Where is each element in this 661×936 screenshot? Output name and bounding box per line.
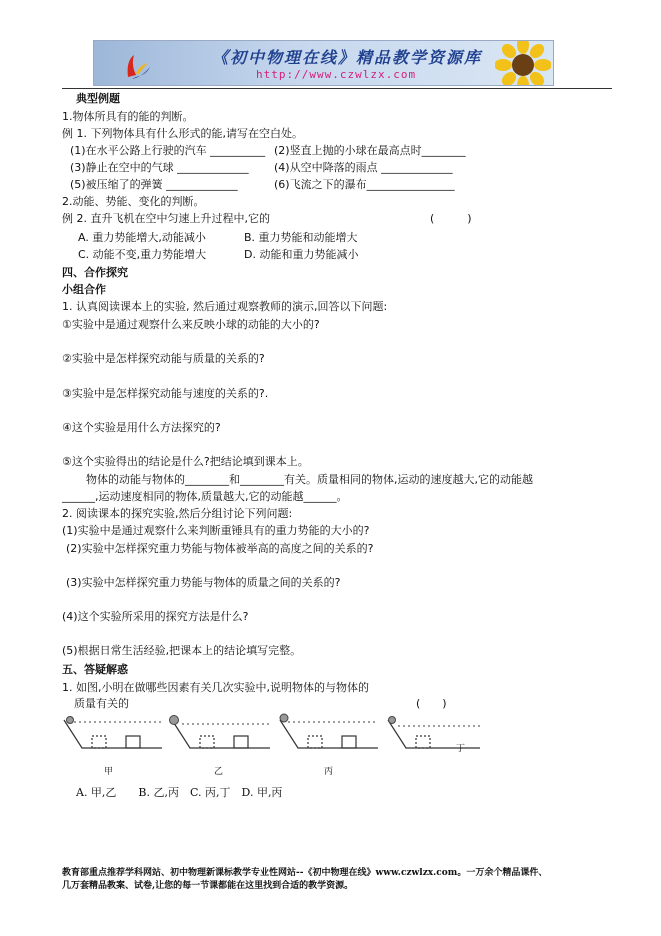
question-2-3: (3)实验中怎样探究重力势能与物体的质量之间的关系的? (66, 576, 341, 589)
experiment-figure (62, 712, 482, 782)
fill-in-line-1: 物体的动能与物体的________和________有关。质量相同的物体,运动的速度越大,它的动能越 (86, 473, 533, 486)
question-1-3: ③实验中是怎样探究动能与速度的关系的?. (62, 387, 269, 400)
example-1-item-5: (5)被压缩了的弹簧 _____________ (70, 178, 238, 191)
section-cooperative-inquiry: 四、合作探究 (62, 266, 128, 279)
figure-label-jia: 甲 (104, 767, 114, 777)
question-1: 1. 认真阅读课本上的实验, 然后通过观察教师的演示,回答以下问题: (62, 300, 388, 313)
example-1: 例 1. 下列物体具有什么形式的能,请写在空白处。 (62, 127, 303, 140)
question-2: 2. 阅读课本的探究实验,然后分组讨论下列问题: (62, 507, 293, 520)
subsection-group-work: 小组合作 (62, 283, 106, 296)
question-1-2: ②实验中是怎样探究动能与质量的关系的? (62, 352, 265, 365)
example-1-item-1: (1)在水平公路上行驶的汽车 __________ (70, 144, 266, 157)
question-1-4: ④这个实验是用什么方法探究的? (62, 421, 221, 434)
answer-question-1: 1. 如图,小明在做哪些因素有关几次实验中,说明物体的与物体的 (62, 681, 369, 694)
question-1-5: ⑤这个实验得出的结论是什么?把结论填到课本上。 (62, 455, 309, 468)
answer-question-1-cont: 质量有关的 (74, 697, 129, 710)
question-2-1: (1)实验中是通过观察什么来判断重锤具有的重力势能的大小的? (62, 524, 370, 537)
banner-url[interactable]: http://www.czwlzx.com (256, 68, 417, 81)
sunflower-icon (495, 40, 551, 86)
footer-line-2: 几万套精品教案、试卷,让您的每一节课都能在这里找到合适的教学资源。 (62, 881, 354, 891)
example-1-item-3: (3)静止在空中的气球 _____________ (70, 161, 249, 174)
question-2-2: (2)实验中怎样探究重力势能与物体被举高的高度之间的关系的? (66, 542, 374, 555)
figure-label-bing: 丙 (324, 767, 334, 777)
text-line: 1.物体所具有的能的判断。 (62, 110, 194, 123)
example-1-item-4: (4)从空中降落的雨点 _____________ (274, 161, 453, 174)
section-typical-examples: 典型例题 (76, 92, 120, 105)
option-b: B. 重力势能和动能增大 (244, 231, 358, 244)
footer-line-1: 教育部重点推荐学科网站、初中物理新课标教学专业性网站--《初中物理在线》www.czwlzx.com。一万余个精品课件、 (62, 868, 548, 878)
fill-in-line-2: ______,运动速度相同的物体,质量越大,它的动能越______。 (62, 490, 348, 503)
option-a: A. 重力势能增大,动能减小 (78, 231, 206, 244)
question-1-1: ①实验中是通过观察什么来反映小球的动能的大小的? (62, 318, 320, 331)
option-c: C. 动能不变,重力势能增大 (78, 248, 207, 261)
header-banner (93, 40, 554, 86)
question-2-4: (4)这个实验所采用的探究方法是什么? (62, 610, 249, 623)
header-rule (62, 88, 612, 89)
example-1-item-6: (6)飞流之下的瀑布________________ (274, 178, 455, 191)
example-1-item-2: (2)竖直上抛的小球在最高点时________ (274, 144, 466, 157)
option-d: D. 动能和重力势能减小 (244, 248, 359, 261)
section-answers: 五、答疑解惑 (62, 663, 128, 676)
logo-icon (122, 51, 152, 81)
answer-options: A. 甲,乙 B. 乙,丙 C. 丙,丁 D. 甲,丙 (76, 786, 283, 799)
example-2: 例 2. 直升飞机在空中匀速上升过程中,它的 (62, 212, 270, 225)
figure-label-yi: 乙 (214, 767, 224, 777)
answer-bracket: ( ) (430, 212, 472, 225)
question-2-5: (5)根据日常生活经验,把课本上的结论填写完整。 (62, 644, 302, 657)
text-line: 2.动能、势能、变化的判断。 (62, 195, 205, 208)
banner-title: 《初中物理在线》精品教学资源库 (212, 48, 483, 67)
answer-bracket-2: ( ) (416, 697, 447, 710)
figure-label-ding: 丁 (456, 744, 466, 754)
